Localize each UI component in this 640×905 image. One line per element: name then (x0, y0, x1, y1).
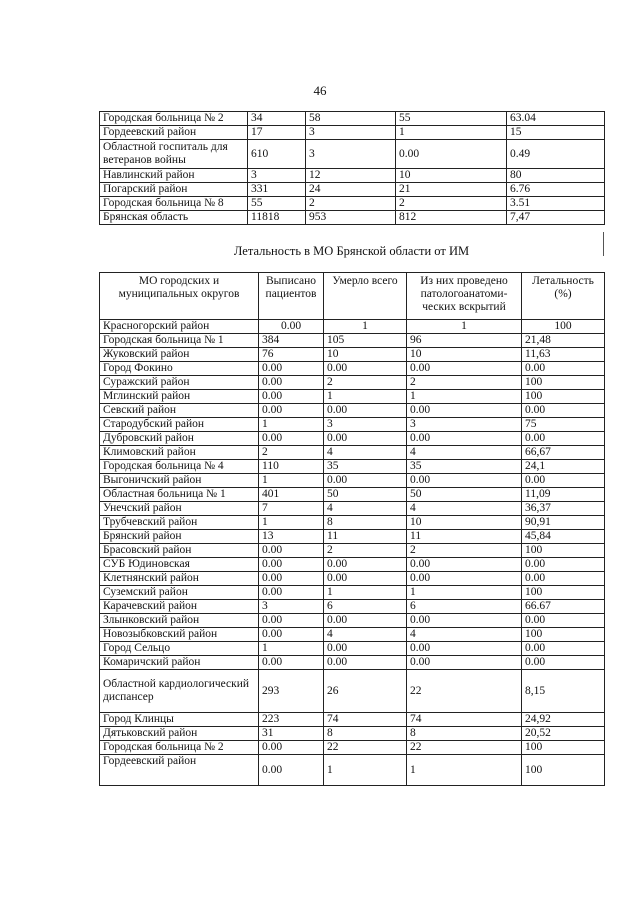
region-cell: Областной госпиталь для ветеранов войны (100, 140, 248, 169)
value-cell: 2 (396, 197, 507, 211)
value-cell: 7,47 (507, 211, 605, 225)
value-cell: 3 (324, 418, 407, 432)
value-cell: 35 (407, 460, 522, 474)
table-row (100, 558, 605, 572)
value-cell: 3 (407, 418, 522, 432)
table-row (100, 197, 605, 211)
value-cell: 0.00 (259, 572, 324, 586)
region-cell: Унечский район (100, 502, 259, 516)
header-cell: Из них проведено патологоанатоми-ческих вскрытий (407, 273, 522, 320)
value-cell: 50 (407, 488, 522, 502)
value-cell: 0.00 (324, 432, 407, 446)
region-cell: Городская больница № 8 (100, 197, 248, 211)
region-cell: Трубчевский район (100, 516, 259, 530)
value-cell: 4 (324, 446, 407, 460)
value-cell: 6.76 (507, 183, 605, 197)
table-row (100, 126, 605, 140)
region-cell: Красногорский район (100, 320, 259, 334)
header-row (100, 273, 605, 320)
value-cell: 0.00 (324, 642, 407, 656)
table-row (100, 488, 605, 502)
value-cell: 100 (522, 586, 605, 600)
table-row (100, 140, 605, 169)
value-cell: 1 (407, 390, 522, 404)
value-cell: 1 (259, 474, 324, 488)
value-cell: 3 (248, 169, 306, 183)
table-row (100, 642, 605, 656)
value-cell: 0.00 (522, 404, 605, 418)
value-cell: 7 (259, 502, 324, 516)
value-cell: 105 (324, 334, 407, 348)
value-cell: 66,67 (522, 446, 605, 460)
value-cell: 1 (407, 586, 522, 600)
value-cell: 1 (324, 390, 407, 404)
value-cell: 21 (396, 183, 507, 197)
value-cell: 100 (522, 544, 605, 558)
value-cell: 74 (407, 713, 522, 727)
value-cell: 11 (407, 530, 522, 544)
value-cell: 8 (324, 516, 407, 530)
value-cell: 4 (407, 628, 522, 642)
value-cell: 0.00 (324, 614, 407, 628)
value-cell: 12 (306, 169, 396, 183)
region-cell: Погарский район (100, 183, 248, 197)
value-cell: 0.00 (259, 558, 324, 572)
value-cell: 100 (522, 741, 605, 755)
value-cell: 1 (396, 126, 507, 140)
value-cell: 10 (407, 516, 522, 530)
value-cell: 0.00 (259, 656, 324, 670)
table-row (100, 474, 605, 488)
value-cell: 36,37 (522, 502, 605, 516)
table-row (100, 320, 605, 334)
value-cell: 22 (407, 741, 522, 755)
region-cell: Злынковский район (100, 614, 259, 628)
value-cell: 3 (306, 140, 396, 169)
region-cell: Город Клинцы (100, 713, 259, 727)
value-cell: 4 (407, 446, 522, 460)
value-cell: 1 (324, 755, 407, 786)
value-cell: 11,63 (522, 348, 605, 362)
value-cell: 110 (259, 460, 324, 474)
value-cell: 0.00 (259, 432, 324, 446)
value-cell: 8 (407, 727, 522, 741)
value-cell: 1 (259, 516, 324, 530)
region-cell: Гордеевский район (100, 755, 259, 786)
value-cell: 0.00 (407, 362, 522, 376)
table-row (100, 600, 605, 614)
header-cell: Умерло всего (324, 273, 407, 320)
value-cell: 0.00 (324, 474, 407, 488)
value-cell: 0.00 (407, 572, 522, 586)
value-cell: 24,1 (522, 460, 605, 474)
region-cell: СУБ Юдиновская (100, 558, 259, 572)
value-cell: 4 (324, 628, 407, 642)
value-cell: 0.00 (407, 432, 522, 446)
value-cell: 100 (522, 390, 605, 404)
value-cell: 0.00 (259, 376, 324, 390)
page-number: 46 (313, 83, 327, 98)
region-cell: Навлинский район (100, 169, 248, 183)
region-cell: Гордеевский район (100, 126, 248, 140)
value-cell: 2 (306, 197, 396, 211)
value-cell: 3.51 (507, 197, 605, 211)
value-cell: 34 (248, 112, 306, 126)
value-cell: 0.49 (507, 140, 605, 169)
value-cell: 1 (324, 586, 407, 600)
value-cell: 0.00 (407, 404, 522, 418)
value-cell: 1 (259, 642, 324, 656)
value-cell: 0.00 (259, 320, 324, 334)
value-cell: 223 (259, 713, 324, 727)
table-row (100, 418, 605, 432)
table-row (100, 376, 605, 390)
table-row (100, 112, 605, 126)
table-row (100, 572, 605, 586)
value-cell: 22 (324, 741, 407, 755)
value-cell: 15 (507, 126, 605, 140)
value-cell: 11818 (248, 211, 306, 225)
table-row (100, 334, 605, 348)
value-cell: 1 (324, 320, 407, 334)
value-cell: 1 (407, 320, 522, 334)
region-cell: Город Сельцо (100, 642, 259, 656)
value-cell: 11 (324, 530, 407, 544)
value-cell: 0.00 (259, 544, 324, 558)
value-cell: 100 (522, 376, 605, 390)
value-cell: 2 (324, 376, 407, 390)
value-cell: 0.00 (259, 362, 324, 376)
value-cell: 50 (324, 488, 407, 502)
value-cell: 0.00 (259, 404, 324, 418)
region-cell: Городская больница № 1 (100, 334, 259, 348)
header-cell: Летальность (%) (522, 273, 605, 320)
region-cell: Стародубский район (100, 418, 259, 432)
value-cell: 0.00 (324, 362, 407, 376)
value-cell: 0.00 (407, 558, 522, 572)
region-cell: Город Фокино (100, 362, 259, 376)
region-cell: Суражский район (100, 376, 259, 390)
value-cell: 8 (324, 727, 407, 741)
value-cell: 10 (407, 348, 522, 362)
value-cell: 293 (259, 670, 324, 713)
value-cell: 0.00 (259, 741, 324, 755)
value-cell: 0.00 (522, 642, 605, 656)
value-cell: 55 (248, 197, 306, 211)
table-row (100, 404, 605, 418)
table-row (100, 530, 605, 544)
value-cell: 1 (259, 418, 324, 432)
value-cell: 8,15 (522, 670, 605, 713)
region-cell: Городская больница № 2 (100, 112, 248, 126)
value-cell: 0.00 (259, 586, 324, 600)
value-cell: 401 (259, 488, 324, 502)
table-row (100, 586, 605, 600)
value-cell: 2 (407, 376, 522, 390)
value-cell: 0.00 (407, 614, 522, 628)
region-cell: Брянская область (100, 211, 248, 225)
value-cell: 17 (248, 126, 306, 140)
value-cell: 0.00 (324, 558, 407, 572)
table-row (100, 713, 605, 727)
value-cell: 66.67 (522, 600, 605, 614)
value-cell: 10 (396, 169, 507, 183)
region-cell: Областная больница № 1 (100, 488, 259, 502)
value-cell: 58 (306, 112, 396, 126)
value-cell: 384 (259, 334, 324, 348)
value-cell: 3 (306, 126, 396, 140)
value-cell: 0.00 (522, 474, 605, 488)
table-row (100, 211, 605, 225)
table-row (100, 544, 605, 558)
region-cell: Карачевский район (100, 600, 259, 614)
value-cell: 0.00 (324, 572, 407, 586)
value-cell: 11,09 (522, 488, 605, 502)
value-cell: 10 (324, 348, 407, 362)
value-cell: 4 (407, 502, 522, 516)
table-row (100, 183, 605, 197)
region-cell: Выгоничский район (100, 474, 259, 488)
value-cell: 90,91 (522, 516, 605, 530)
value-cell: 80 (507, 169, 605, 183)
value-cell: 0.00 (407, 474, 522, 488)
value-cell: 20,52 (522, 727, 605, 741)
value-cell: 100 (522, 320, 605, 334)
value-cell: 63.04 (507, 112, 605, 126)
region-cell: Городская больница № 2 (100, 741, 259, 755)
value-cell: 74 (324, 713, 407, 727)
value-cell: 75 (522, 418, 605, 432)
region-cell: Брянский район (100, 530, 259, 544)
value-cell: 0.00 (522, 572, 605, 586)
value-cell: 2 (324, 544, 407, 558)
region-cell: Клетнянский район (100, 572, 259, 586)
value-cell: 21,48 (522, 334, 605, 348)
value-cell: 0.00 (396, 140, 507, 169)
table-row (100, 169, 605, 183)
value-cell: 0.00 (522, 558, 605, 572)
value-cell: 953 (306, 211, 396, 225)
value-cell: 0.00 (259, 628, 324, 642)
value-cell: 35 (324, 460, 407, 474)
region-cell: Комаричский район (100, 656, 259, 670)
header-cell: Выписано пациентов (259, 273, 324, 320)
table-row (100, 432, 605, 446)
value-cell: 22 (407, 670, 522, 713)
region-cell: Городская больница № 4 (100, 460, 259, 474)
value-cell: 24 (306, 183, 396, 197)
value-cell: 0.00 (259, 614, 324, 628)
value-cell: 0.00 (324, 404, 407, 418)
table-row (100, 348, 605, 362)
table-row (100, 628, 605, 642)
table-row (100, 656, 605, 670)
top-table (99, 111, 605, 225)
table-row (100, 755, 605, 786)
value-cell: 31 (259, 727, 324, 741)
region-cell: Севский район (100, 404, 259, 418)
header-cell: МО городских и муниципальных округов (100, 273, 259, 320)
region-cell: Дубровский район (100, 432, 259, 446)
value-cell: 1 (407, 755, 522, 786)
region-cell: Суземский район (100, 586, 259, 600)
value-cell: 4 (324, 502, 407, 516)
value-cell: 0.00 (522, 432, 605, 446)
table-row (100, 614, 605, 628)
value-cell: 2 (259, 446, 324, 460)
value-cell: 0.00 (324, 656, 407, 670)
value-cell: 0.00 (259, 755, 324, 786)
region-cell: Областной кардиологический диспансер (100, 670, 259, 713)
value-cell: 24,92 (522, 713, 605, 727)
value-cell: 0.00 (522, 656, 605, 670)
value-cell: 0.00 (522, 362, 605, 376)
value-cell: 13 (259, 530, 324, 544)
table-row (100, 516, 605, 530)
region-cell: Брасовский район (100, 544, 259, 558)
value-cell: 0.00 (522, 614, 605, 628)
value-cell: 812 (396, 211, 507, 225)
table-title: Летальность в МО Брянской области от ИМ (233, 244, 470, 258)
table-row (100, 670, 605, 713)
value-cell: 45,84 (522, 530, 605, 544)
table-row (100, 741, 605, 755)
value-cell: 610 (248, 140, 306, 169)
value-cell: 0.00 (407, 656, 522, 670)
value-cell: 6 (324, 600, 407, 614)
value-cell: 0.00 (259, 390, 324, 404)
table-row (100, 502, 605, 516)
table-row (100, 460, 605, 474)
region-cell: Дятьковский район (100, 727, 259, 741)
region-cell: Жуковский район (100, 348, 259, 362)
value-cell: 26 (324, 670, 407, 713)
region-cell: Новозыбковский район (100, 628, 259, 642)
value-cell: 100 (522, 628, 605, 642)
value-cell: 331 (248, 183, 306, 197)
value-cell: 100 (522, 755, 605, 786)
value-cell: 0.00 (407, 642, 522, 656)
mortality-table (99, 272, 605, 786)
table-row (100, 390, 605, 404)
region-cell: Климовский район (100, 446, 259, 460)
value-cell: 3 (259, 600, 324, 614)
table-row (100, 446, 605, 460)
region-cell: Мглинский район (100, 390, 259, 404)
table-row (100, 362, 605, 376)
value-cell: 6 (407, 600, 522, 614)
value-cell: 2 (407, 544, 522, 558)
value-cell: 96 (407, 334, 522, 348)
value-cell: 55 (396, 112, 507, 126)
table-row (100, 727, 605, 741)
value-cell: 76 (259, 348, 324, 362)
